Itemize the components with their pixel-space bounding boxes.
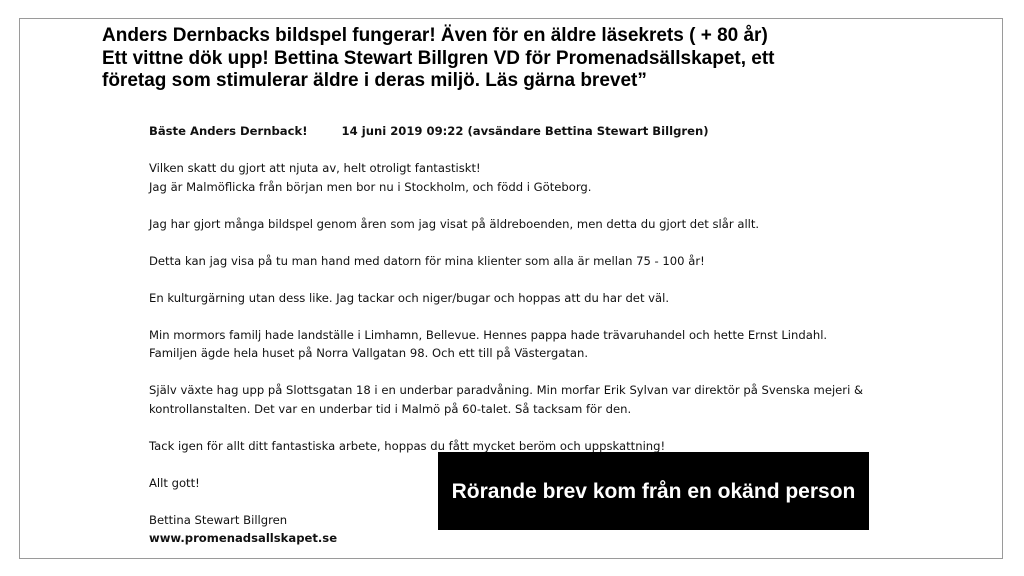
paragraph-5-line-1: Min mormors familj hade landställe i Limhamn, Bellevue. Hennes pappa hade trävaruhandel och hette Ernst Lindahl.	[149, 327, 828, 342]
paragraph-1-line-2: Jag är Malmöflicka från början men bor nu i Stockholm, och född i Göteborg.	[149, 179, 592, 194]
date-sender: 14 juni 2019 09:22 (avsändare Bettina Stewart Billgren)	[341, 124, 709, 138]
headline-line-3: företag som stimulerar äldre i deras miljö. Läs gärna brevet”	[102, 70, 647, 91]
paragraph-1-line-1: Vilken skatt du gjort att njuta av, helt otroligt fantastiskt!	[149, 161, 481, 175]
salutation: Bäste Anders Dernback!	[149, 124, 308, 138]
paragraph-7: Tack igen för allt ditt fantastiska arbete, hoppas du fått mycket beröm och uppskattning!	[149, 438, 666, 453]
signature-url: www.promenadsallskapet.se	[149, 531, 338, 545]
callout-text: Rörande brev kom från en okänd person	[451, 479, 856, 503]
paragraph-2: Jag har gjort många bildspel genom åren som jag visat på äldreboenden, men detta du gjort det slår allt.	[149, 216, 760, 231]
paragraph-6-line-2: kontrollanstalten. Det var en underbar tid i Malmö på 60-talet. Så tacksam för den.	[149, 401, 632, 416]
paragraph-4: En kulturgärning utan dess like. Jag tackar och niger/bugar och hoppas att du har det väl.	[149, 290, 670, 305]
callout-box	[438, 452, 869, 530]
letter-header	[149, 122, 909, 141]
paragraph-5-line-2: Familjen ägde hela huset på Norra Vallgatan 98. Och ett till på Västergatan.	[149, 346, 588, 360]
headline	[102, 25, 982, 93]
headline-line-1: Anders Dernbacks bildspel fungerar! Även för en äldre läsekrets ( + 80 år)	[102, 25, 768, 46]
paragraph-3: Detta kan jag visa på tu man hand med datorn för mina klienter som alla är mellan 75 - 100 år!	[149, 253, 705, 268]
headline-line-2: Ett vittne dök upp! Bettina Stewart Billgren VD för Promenadsällskapet, ett	[102, 47, 775, 69]
signature-name: Bettina Stewart Billgren	[149, 512, 288, 527]
paragraph-6-line-1: Själv växte hag upp på Slottsgatan 18 i en underbar paradvåning. Min morfar Erik Sylvan var direktör på Svenska mejeri &	[149, 383, 864, 397]
closing: Allt gott!	[149, 475, 200, 490]
